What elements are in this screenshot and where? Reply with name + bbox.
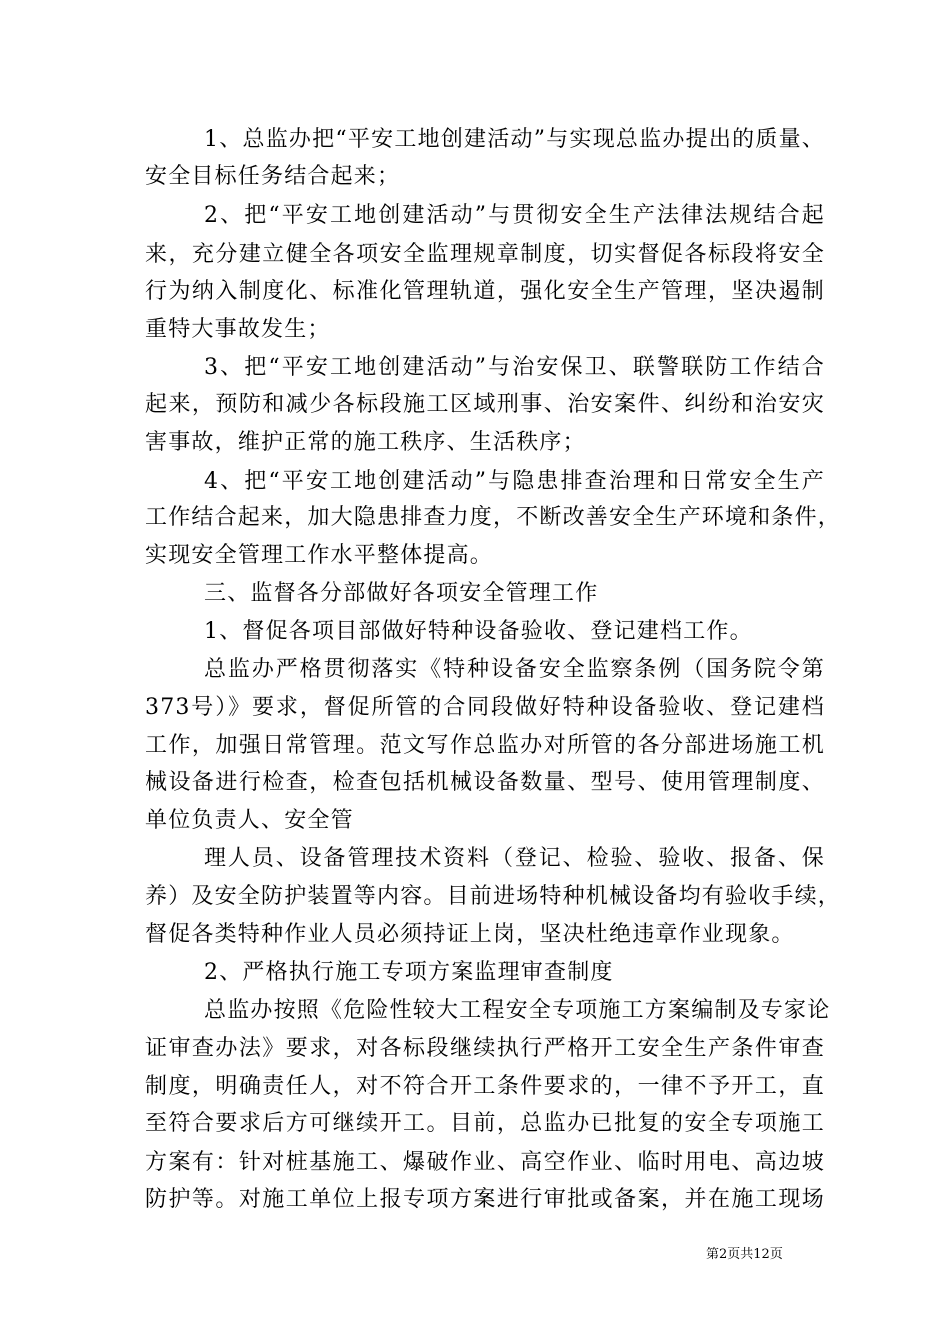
line-29: 防护等。对施工单位上报专项方案进行审批或备案，并在施工现场 bbox=[145, 1187, 825, 1212]
line-23: 2、严格执行施工专项方案监理审查制度 bbox=[204, 960, 614, 985]
line-28: 方案有：针对桩基施工、爆破作业、高空作业、临时用电、高边坡 bbox=[145, 1150, 825, 1175]
line-11: 工作结合起来，加大隐患排查力度，不断改善安全生产环境和条件， bbox=[145, 505, 842, 530]
line-22: 督促各类特种作业人员必须持证上岗，坚决杜绝违章作业现象。 bbox=[145, 922, 795, 947]
line-15: 总监办严格贯彻落实《特种设备安全监察条例（国务院令第 bbox=[204, 657, 825, 682]
line-14: 1、督促各项目部做好特种设备验收、登记建档工作。 bbox=[204, 619, 753, 644]
line-17: 工作，加强日常管理。范文写作总监办对所管的各分部进场施工机 bbox=[145, 733, 825, 758]
line-24: 总监办按照《危险性较大工程安全专项施工方案编制及专家论 bbox=[204, 998, 831, 1023]
line-10: 4、把“平安工地创建活动”与隐患排查治理和日常安全生产 bbox=[204, 469, 825, 494]
line-6: 重特大事故发生； bbox=[145, 317, 331, 342]
line-25: 证审查办法》要求，对各标段继续执行严格开工安全生产条件审查 bbox=[145, 1036, 825, 1061]
line-13: 三、监督各分部做好各项安全管理工作 bbox=[204, 581, 599, 606]
line-2: 安全目标任务结合起来； bbox=[145, 164, 401, 189]
line-7: 3、把“平安工地创建活动”与治安保卫、联警联防工作结合 bbox=[204, 355, 825, 380]
line-3: 2、把“平安工地创建活动”与贯彻安全生产法律法规结合起 bbox=[204, 203, 825, 228]
line-21: 养）及安全防护装置等内容。目前进场特种机械设备均有验收手续， bbox=[145, 884, 842, 909]
line-5: 行为纳入制度化、标准化管理轨道，强化安全生产管理，坚决遏制 bbox=[145, 279, 825, 304]
line-12: 实现安全管理工作水平整体提高。 bbox=[145, 543, 494, 568]
line-16: 373号）》要求，督促所管的合同段做好特种设备验收、登记建档 bbox=[145, 695, 825, 720]
page-number-footer: 第2页共12页 bbox=[706, 1247, 783, 1262]
line-19: 单位负责人、安全管 bbox=[145, 808, 354, 833]
line-26: 制度，明确责任人，对不符合开工条件要求的，一律不予开工，直 bbox=[145, 1074, 825, 1099]
line-9: 害事故，维护正常的施工秩序、生活秩序； bbox=[145, 430, 586, 455]
line-1: 1、总监办把“平安工地创建活动”与实现总监办提出的质量、 bbox=[204, 127, 825, 152]
line-27: 至符合要求后方可继续开工。目前，总监办已批复的安全专项施工 bbox=[145, 1111, 825, 1136]
line-8: 起来，预防和减少各标段施工区域刑事、治安案件、纠纷和治安灾 bbox=[145, 392, 825, 417]
line-4: 来，充分建立健全各项安全监理规章制度，切实督促各标段将安全 bbox=[145, 242, 825, 267]
line-20: 理人员、设备管理技术资料（登记、检验、验收、报备、保 bbox=[204, 846, 825, 871]
line-18: 械设备进行检查，检查包括机械设备数量、型号、使用管理制度、 bbox=[145, 770, 825, 795]
